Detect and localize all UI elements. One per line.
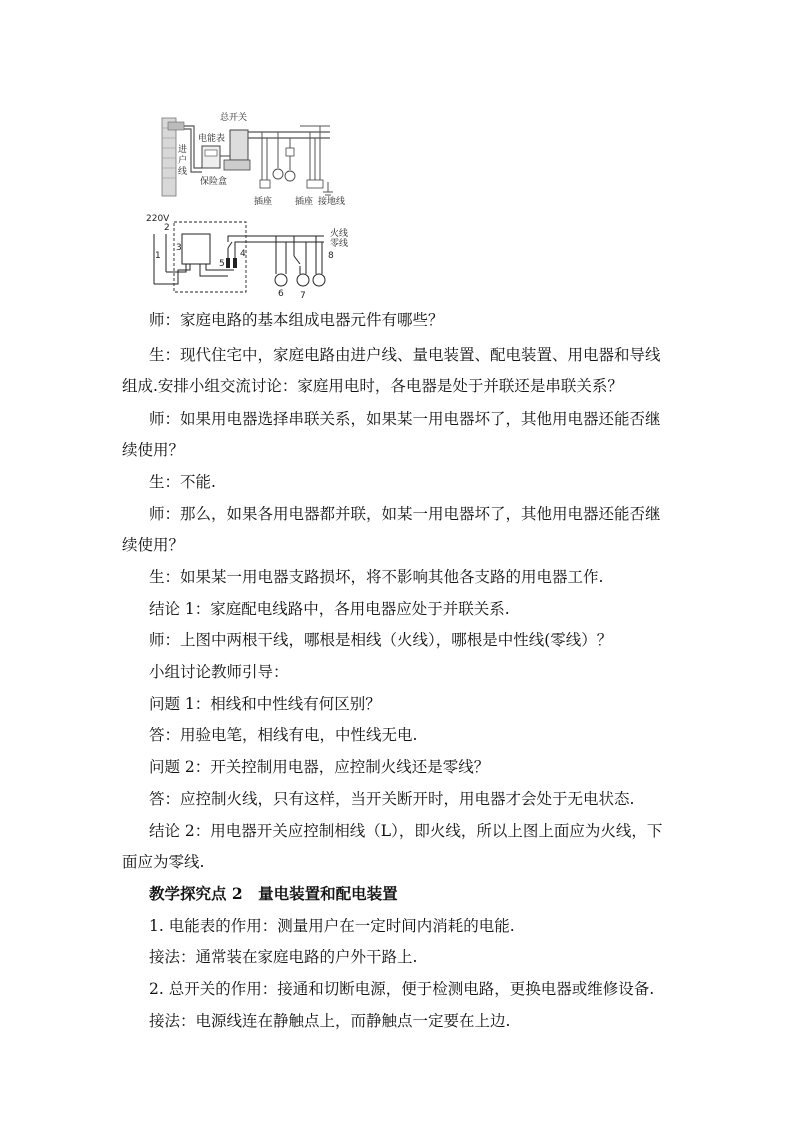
neutral-wire-label: 零线 <box>330 239 349 249</box>
paragraph-student-answer-2: 生：不能. <box>149 473 216 491</box>
label-2: 2 <box>164 223 170 233</box>
household-wiring-figure <box>160 108 360 213</box>
paragraph-meter-function: 1. 电能表的作用：测量用户在一定时间内消耗的电能. <box>149 917 515 935</box>
ground-wire-label: 接地线 <box>318 197 346 207</box>
paragraph-teacher-question-3-line1: 师：那么，如果各用电器都并联，如某一用电器坏了，其他用电器还能否继 <box>149 505 661 523</box>
incoming-line-label-3: 线 <box>178 167 188 177</box>
paragraph-switch-connection: 接法：电源线连在静触点上，而静触点一定要在上边. <box>149 1012 511 1030</box>
paragraph-teacher-question-3-line2: 续使用？ <box>122 536 185 554</box>
paragraph-student-answer-3: 生：如果某一用电器支路损坏，将不影响其他各支路的用电器工作. <box>149 568 604 586</box>
paragraph-conclusion-2-line1: 结论 2：用电器开关应控制相线（L），即火线，所以上图上面应为火线，下 <box>149 822 663 840</box>
paragraph-meter-connection: 接法：通常装在家庭电路的户外干路上. <box>149 948 418 966</box>
paragraph-question-1: 问题 1：相线和中性线有何区别？ <box>149 695 381 713</box>
paragraph-question-2: 问题 2：开关控制用电器，应控制火线还是零线？ <box>149 758 490 776</box>
live-wire-label: 火线 <box>330 229 349 239</box>
label-5: 5 <box>219 259 225 269</box>
household-wiring-drawing <box>160 108 360 213</box>
paragraph-group-discussion: 小组讨论教师引导： <box>149 663 289 681</box>
label-7: 7 <box>300 291 306 300</box>
paragraph-teacher-question-2-line1: 师：如果用电器选择串联关系，如果某一用电器坏了，其他用电器还能否继 <box>149 410 661 428</box>
incoming-line-label-1: 进 <box>178 145 188 155</box>
paragraph-answer-1: 答：用验电笔，相线有电，中性线无电. <box>149 726 418 744</box>
label-3: 3 <box>176 243 182 253</box>
paragraph-student-answer-1-line2: 组成.安排小组交流讨论：家庭用电时，各电器是处于并联还是串联关系？ <box>122 377 623 395</box>
paragraph-teacher-question-2-line2: 续使用？ <box>122 441 185 459</box>
incoming-line-label-2: 户 <box>178 156 188 166</box>
paragraph-answer-2: 答：应控制火线，只有这样，当开关断开时，用电器才会处于无电状态. <box>149 790 635 808</box>
paragraph-student-answer-1-line1: 生：现代住宅中，家庭电路由进户线、量电装置、配电装置、用电器和导线 <box>149 346 661 364</box>
circuit-schematic-drawing <box>144 212 359 300</box>
paragraph-conclusion-2-line2: 面应为零线. <box>122 853 205 871</box>
socket-label-1: 插座 <box>254 197 273 207</box>
meter-label: 电能表 <box>198 134 226 144</box>
main-switch-label: 总开关 <box>220 113 248 123</box>
paragraph-switch-function: 2. 总开关的作用：接通和切断电源，便于检测电路，更换电器或维修设备. <box>149 980 655 998</box>
section-heading: 教学探究点 2 量电装置和配电装置 <box>149 884 398 903</box>
label-8: 8 <box>328 251 334 261</box>
paragraph-conclusion-1: 结论 1：家庭配电线路中，各用电器应处于并联关系. <box>149 600 510 618</box>
fuse-box-label: 保险盒 <box>200 177 228 187</box>
label-6: 6 <box>278 289 284 299</box>
label-4: 4 <box>240 249 246 259</box>
circuit-schematic-figure <box>144 212 359 300</box>
paragraph-teacher-question-4: 师：上图中两根干线，哪根是相线（火线），哪根是中性线(零线）？ <box>149 631 613 649</box>
paragraph-teacher-question-1: 师：家庭电路的基本组成电器元件有哪些？ <box>149 311 444 329</box>
voltage-label: 220V <box>146 214 170 224</box>
socket-label-2: 插座 <box>295 197 314 207</box>
label-1: 1 <box>155 251 161 261</box>
